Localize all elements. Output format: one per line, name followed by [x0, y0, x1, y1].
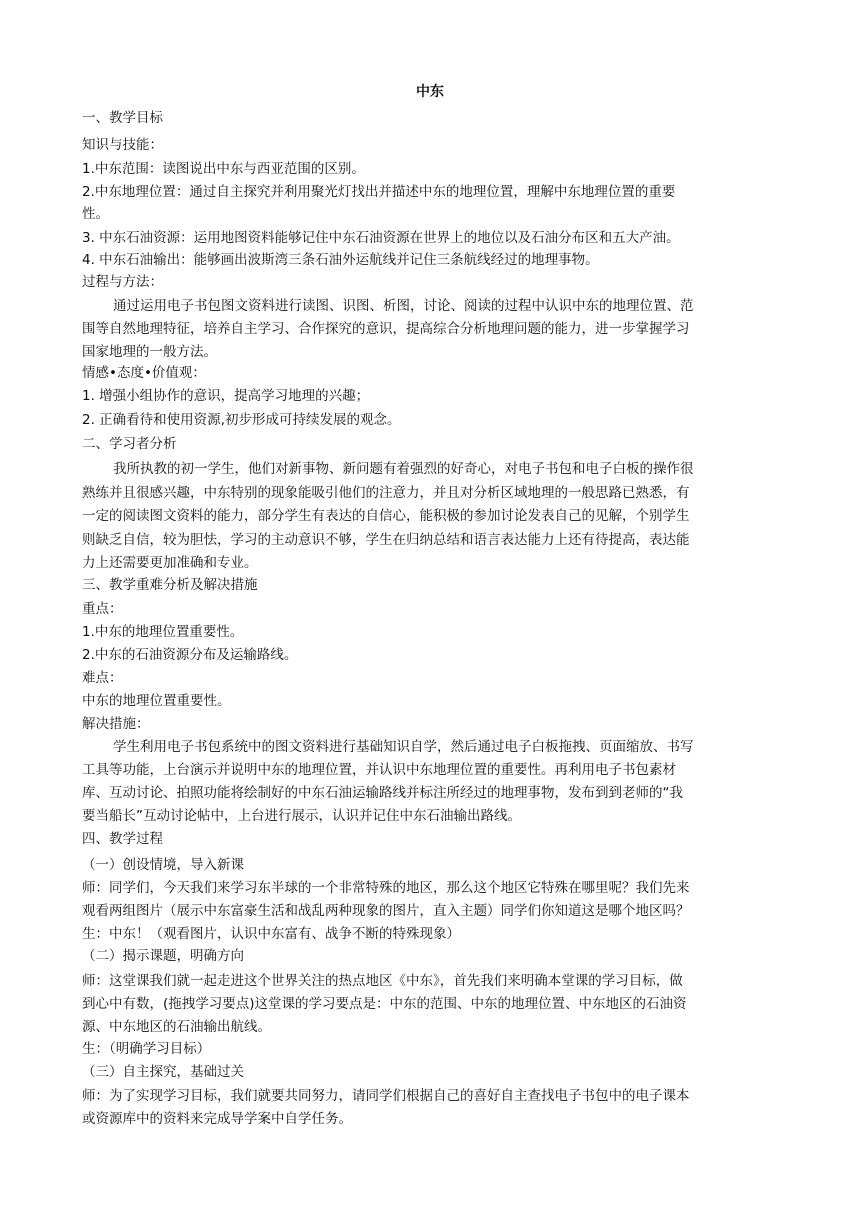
paragraph-line: 通过运用电子书包图文资料进行读图、识图、析图，讨论、阅读的过程中认识中东的地理位置、范	[113, 298, 694, 314]
text-line: 3. 中东石油资源：运用地图资料能够记住中东石油资源在世界上的地位以及石油分布区和五大产油。	[82, 230, 680, 246]
dialogue-line: 生：（明确学习目标）	[82, 1041, 211, 1057]
paragraph-line: 力上还需要更加准确和专业。	[82, 555, 258, 571]
section-heading-learner-analysis: 二、学习者分析	[82, 436, 177, 452]
subheading-difficulties: 难点：	[82, 670, 123, 686]
dialogue-line: 师：为了实现学习目标，我们就要共同努力，请同学们根据自己的喜好自主查找电子书包中的电子课本	[82, 1088, 690, 1104]
paragraph-line: 要当船长”互动讨论帖中，上台进行展示，认识并记住中东石油输出路线。	[82, 808, 521, 824]
subheading-attitude-values: 情感•态度•价值观：	[82, 365, 206, 381]
dialogue-line: 到心中有数，(拖拽学习要点)这堂课的学习要点是：中东的范围、中东的地理位置、中东地区的石油资	[82, 996, 687, 1012]
paragraph-line: 工具等功能，上台演示并说明中东的地理位置，并认识中东地理位置的重要性。再利用电子书包素材	[82, 762, 676, 778]
text-line: 1. 增强小组协作的意识，提高学习地理的兴趣；	[82, 388, 370, 404]
section-heading-key-difficult: 三、教学重难分析及解决措施	[82, 577, 258, 593]
dialogue-line: 生：中东！（观看图片，认识中东富有、战争不断的特殊现象）	[82, 926, 460, 942]
subheading-step-2: （二）揭示课题，明确方向	[82, 948, 244, 964]
subheading-key-points: 重点：	[82, 601, 123, 617]
paragraph-line: 国家地理的一般方法。	[82, 344, 217, 360]
paragraph-line: 库、互动讨论、拍照功能将绘制好的中东石油运输路线并标注所经过的地理事物，发布到到老师的“我	[82, 785, 683, 801]
dialogue-line: 师：同学们，今天我们来学习东半球的一个非常特殊的地区，那么这个地区它特殊在哪里呢？我们先来	[82, 880, 690, 896]
subheading-knowledge-skills: 知识与技能：	[82, 137, 163, 153]
paragraph-line: 则缺乏自信，较为胆怯，学习的主动意识不够，学生在归纳总结和语言表达能力上还有待提高，表达能	[82, 532, 690, 548]
dialogue-line: 源、中东地区的石油输出航线。	[82, 1019, 271, 1035]
text-line: 1.中东的地理位置重要性。	[82, 624, 244, 640]
dialogue-line: 观看两组图片（展示中东富豪生活和战乱两种现象的图片，直入主题）同学们你知道这是哪个地区吗？	[82, 903, 690, 919]
text-line: 性。	[82, 206, 109, 222]
text-line: 2. 正确看待和使用资源,初步形成可持续发展的观念。	[82, 412, 401, 428]
text-line: 中东的地理位置重要性。	[82, 693, 231, 709]
dialogue-line: 或资源库中的资料来完成导学案中自学任务。	[82, 1111, 352, 1127]
paragraph-line: 围等自然地理特征，培养自主学习、合作探究的意识，提高综合分析地理问题的能力，进一步掌握学习	[82, 321, 690, 337]
paragraph-line: 我所执教的初一学生，他们对新事物、新问题有着强烈的好奇心，对电子书包和电子白板的操作很	[113, 461, 694, 477]
subheading-solutions: 解决措施：	[82, 716, 150, 732]
dialogue-line: 师：这堂课我们就一起走进这个世界关注的热点地区《中东》，首先我们来明确本堂课的学习目标，做	[82, 973, 683, 989]
paragraph-line: 一定的阅读图文资料的能力，部分学生有表达的自信心，能积极的参加讨论发表自己的见解，个别学生	[82, 508, 690, 524]
text-line: 2.中东的石油资源分布及运输路线。	[82, 647, 298, 663]
section-heading-teaching-process: 四、教学过程	[82, 831, 163, 847]
paragraph-line: 熟练并且很感兴趣，中东特别的现象能吸引他们的注意力，并且对分析区域地理的一般思路已熟悉，有	[82, 485, 690, 501]
text-line: 1.中东范围：读图说出中东与西亚范围的区别。	[82, 161, 365, 177]
text-line: 2.中东地理位置：通过自主探究并利用聚光灯找出并描述中东的地理位置，理解中东地理位置的重要	[82, 184, 676, 200]
section-heading-objectives: 一、教学目标	[82, 110, 163, 126]
subheading-step-3: （三）自主探究，基础过关	[82, 1064, 244, 1080]
paragraph-line: 学生利用电子书包系统中的图文资料进行基础知识自学，然后通过电子白板拖拽、页面缩放、书写	[113, 739, 694, 755]
subheading-process-methods: 过程与方法：	[82, 274, 163, 290]
subheading-step-1: （一）创设情境，导入新课	[82, 857, 244, 873]
document-title: 中东	[416, 84, 444, 100]
text-line: 4. 中东石油输出：能够画出波斯湾三条石油外运航线并记住三条航线经过的地理事物。	[82, 252, 599, 268]
